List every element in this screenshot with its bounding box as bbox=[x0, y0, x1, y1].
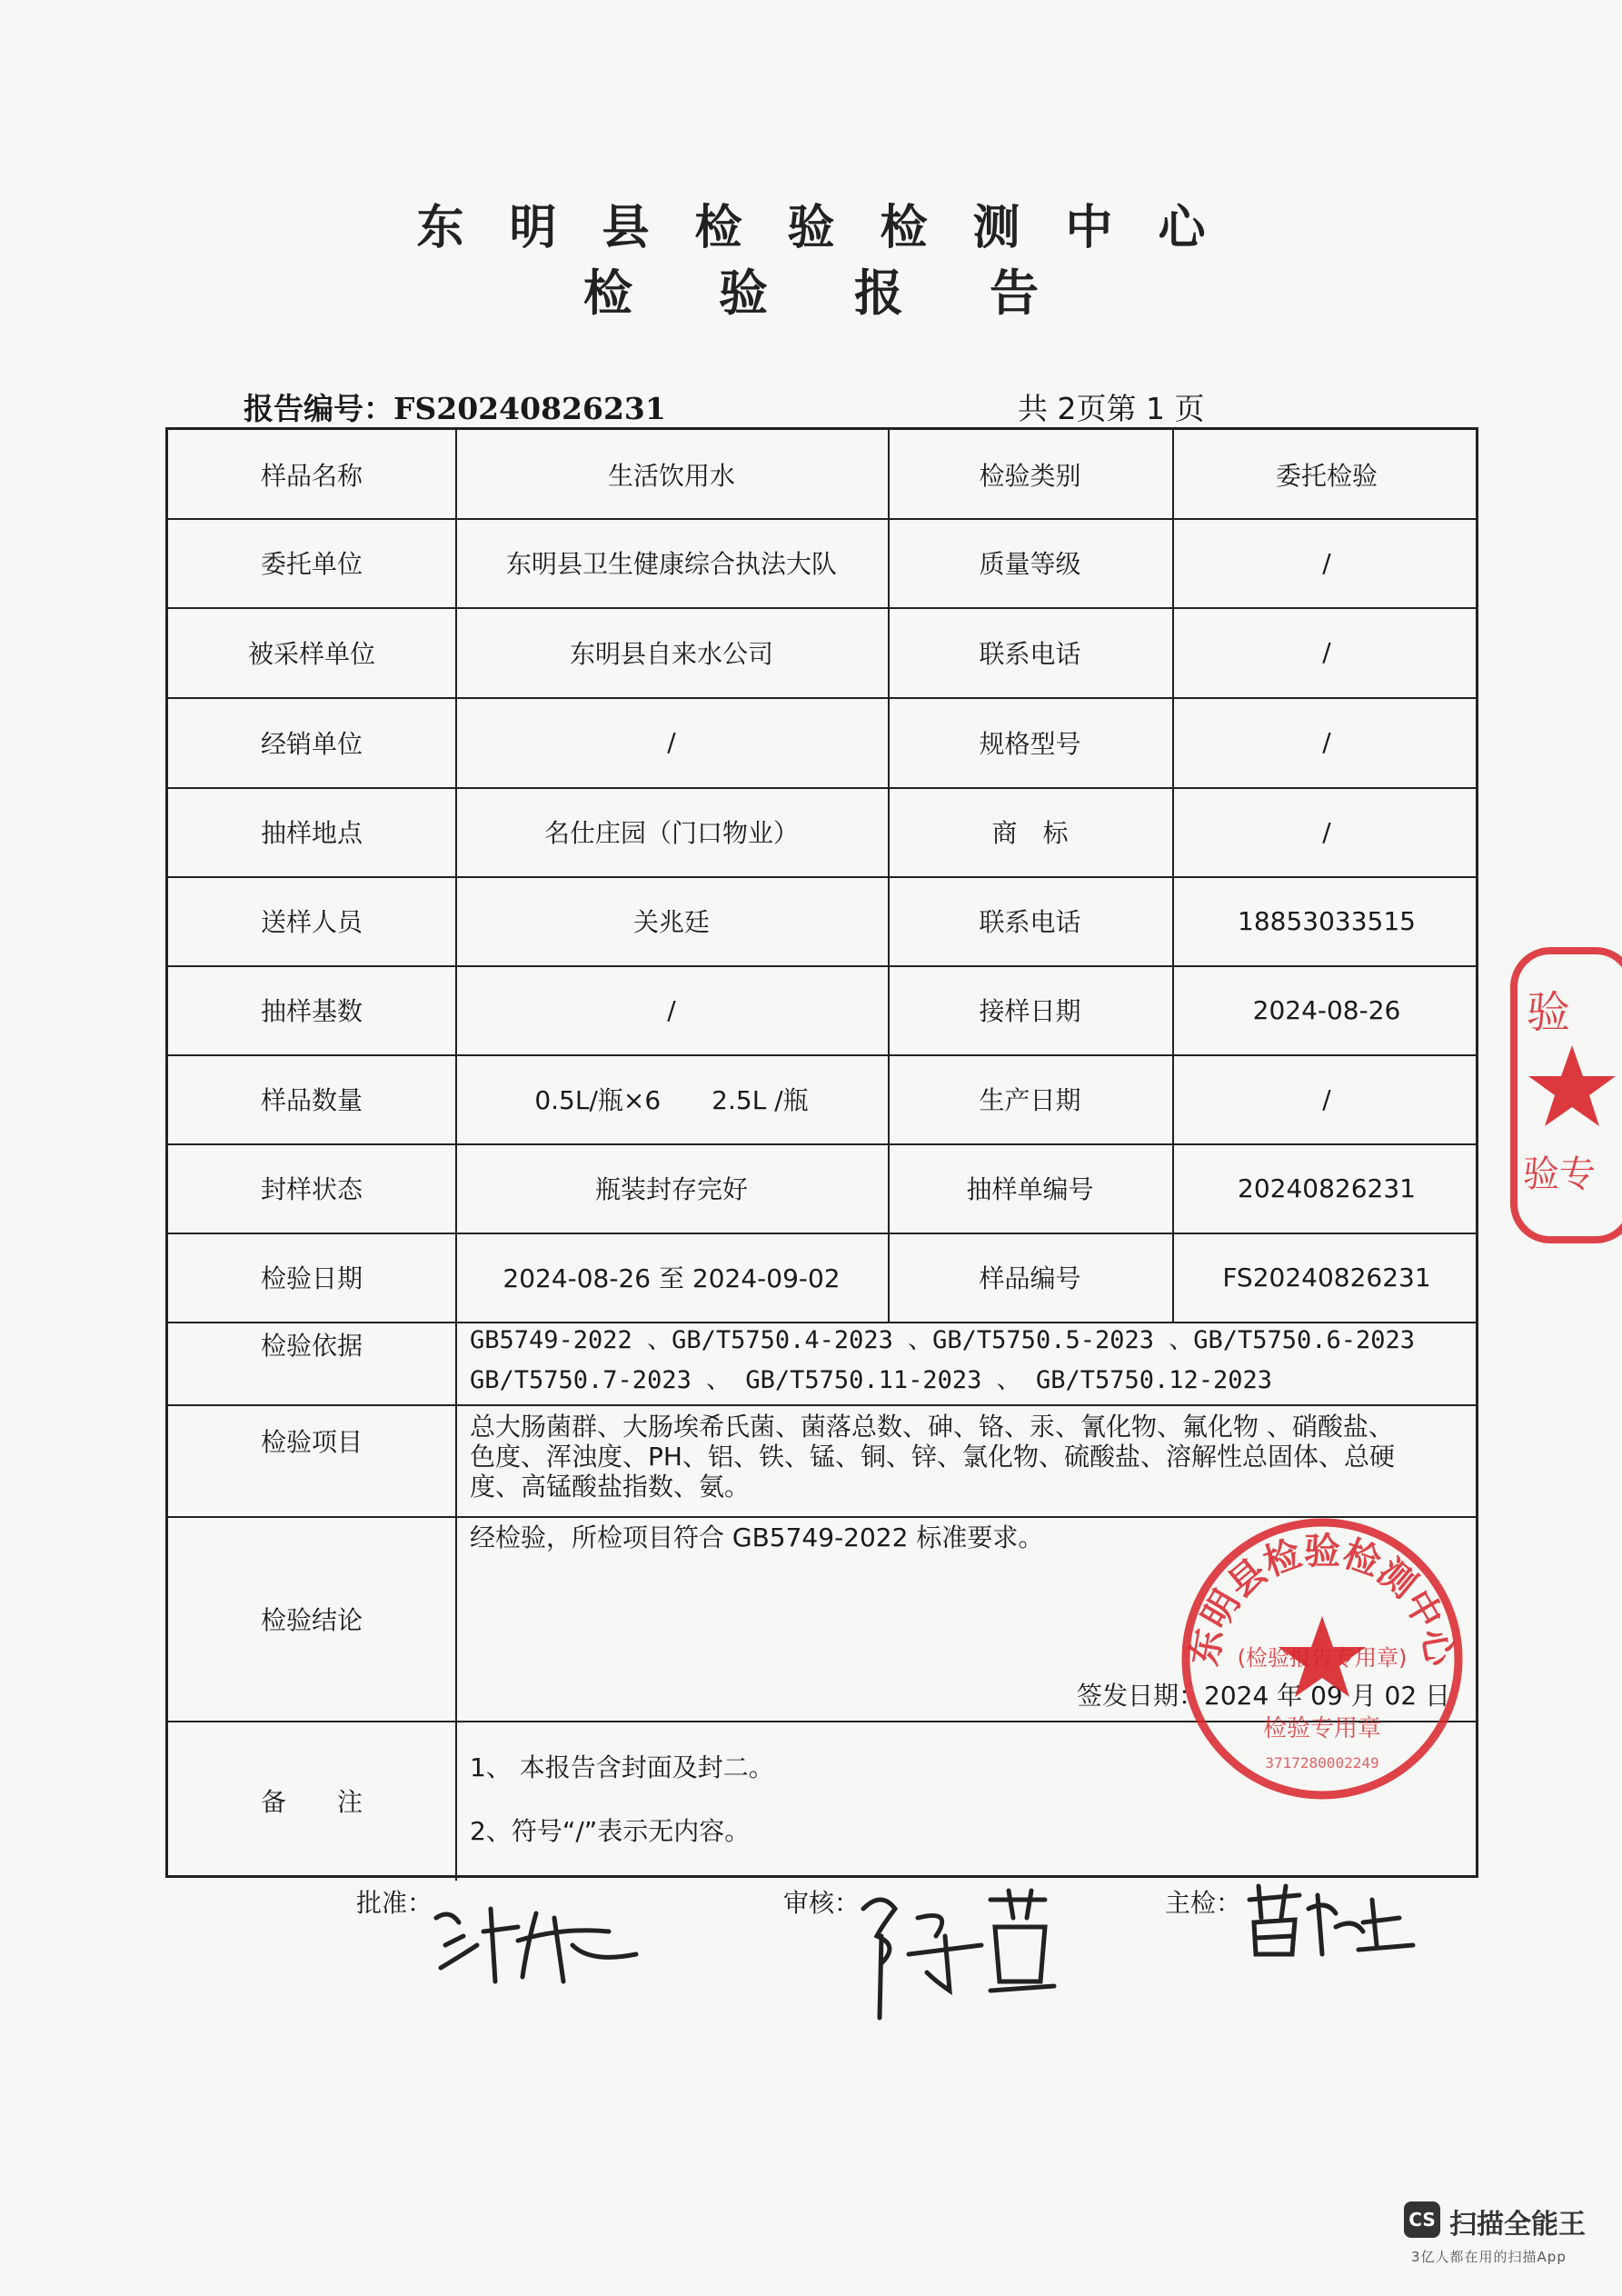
row-label: 封样状态 bbox=[260, 1174, 363, 1204]
row-label: 抽样基数 bbox=[260, 996, 363, 1026]
row-label: 样品名称 bbox=[260, 460, 363, 491]
row-label-2: 样品编号 bbox=[979, 1263, 1081, 1293]
row-value: 0.5L/瓶×6 2.5L /瓶 bbox=[534, 1085, 809, 1115]
report-number-label: 报告编号： bbox=[244, 391, 393, 426]
row-value-2: FS20240826231 bbox=[1222, 1262, 1431, 1293]
conclusion-text: 经检验，所检项目符合 GB5749-2022 标准要求。 bbox=[470, 1522, 1044, 1552]
remark-2: 2、符号“/”表示无内容。 bbox=[470, 1816, 751, 1846]
row-value: 2024-08-26 至 2024-09-02 bbox=[503, 1263, 841, 1293]
row-label-2: 联系电话 bbox=[979, 907, 1081, 937]
row-label-2: 质量等级 bbox=[979, 549, 1081, 579]
row-value: 东明县自来水公司 bbox=[569, 638, 773, 669]
row-value: 生活饮用水 bbox=[607, 460, 735, 491]
row-label-2: 接样日期 bbox=[979, 996, 1081, 1026]
row-label: 送样人员 bbox=[260, 907, 363, 937]
basis-line-1: GB5749-2022 、GB/T5750.4-2023 、GB/T5750.5-2023 、GB/T5750.6-2023 bbox=[470, 1326, 1416, 1354]
doc-title: 检验报告 bbox=[583, 265, 1125, 322]
row-value-2: 20240826231 bbox=[1238, 1173, 1416, 1203]
remarks-label: 备 注 bbox=[260, 1787, 363, 1817]
row-value: 瓶装封存完好 bbox=[594, 1174, 748, 1204]
row-value: 名仕庄园（门口物业） bbox=[543, 818, 799, 848]
side-seal-bottom-text: 验专 bbox=[1523, 1153, 1596, 1195]
row-value-2: / bbox=[1322, 816, 1331, 847]
row-value-2: 18853033515 bbox=[1238, 905, 1416, 936]
seal-inner-text: (检验报告专用章) bbox=[1237, 1645, 1408, 1671]
items-line-3: 度、高锰酸盐指数、氨。 bbox=[470, 1472, 751, 1502]
inspector-signature bbox=[1245, 1882, 1418, 1963]
scanner-watermark bbox=[1404, 2200, 1604, 2272]
row-value-2: 委托检验 bbox=[1275, 460, 1378, 491]
conclusion-label: 检验结论 bbox=[260, 1604, 363, 1635]
items-label: 检验项目 bbox=[260, 1427, 363, 1457]
issue-date: 2024 年 09 月 02 日 bbox=[1204, 1681, 1451, 1711]
row-label-2: 商 标 bbox=[991, 818, 1069, 848]
row-value: / bbox=[667, 994, 676, 1025]
report-number-value: FS20240826231 bbox=[393, 391, 666, 426]
row-label: 委托单位 bbox=[260, 549, 363, 579]
row-label: 被采样单位 bbox=[247, 638, 375, 669]
watermark-subtitle: 3亿人都在用的扫描App bbox=[1411, 2249, 1567, 2265]
report-number bbox=[244, 385, 666, 428]
row-value: 关兆廷 bbox=[632, 907, 710, 937]
issue-date-label: 签发日期： bbox=[1077, 1681, 1205, 1711]
remark-1: 1、 本报告含封面及封二。 bbox=[470, 1752, 774, 1782]
row-value-2: / bbox=[1322, 547, 1331, 578]
row-value-2: / bbox=[1322, 727, 1331, 757]
row-label-2: 检验类别 bbox=[979, 460, 1081, 491]
row-label: 经销单位 bbox=[260, 728, 363, 759]
camscanner-logo-icon: CS bbox=[1404, 2201, 1440, 2238]
items-line-2: 色度、浑浊度、PH、铝、铁、锰、铜、锌、氯化物、硫酸盐、溶解性总固体、总硬 bbox=[470, 1442, 1395, 1472]
seal-bottom-text: 检验专用章 bbox=[1262, 1715, 1382, 1742]
approver-signature bbox=[427, 1891, 654, 1991]
basis-label: 检验依据 bbox=[260, 1331, 363, 1361]
row-label: 抽样地点 bbox=[260, 818, 363, 848]
inspect-label: 主检： bbox=[1165, 1888, 1242, 1918]
row-label-2: 规格型号 bbox=[979, 728, 1081, 759]
row-value: 东明县卫生健康综合执法大队 bbox=[505, 549, 837, 579]
items-line-1: 总大肠菌群、大肠埃希氏菌、菌落总数、砷、铬、汞、氰化物、氟化物 、硝酸盐、 bbox=[470, 1412, 1394, 1442]
seal-ring-text: 东明县检验检测中心 bbox=[1183, 1531, 1461, 1670]
row-value-2: / bbox=[1322, 1083, 1331, 1114]
watermark-title: 扫描全能王 bbox=[1449, 2209, 1586, 2241]
side-seal-top-text: 验 bbox=[1527, 987, 1571, 1038]
row-label: 检验日期 bbox=[260, 1263, 363, 1293]
approve-label: 批准： bbox=[356, 1888, 433, 1918]
row-label: 样品数量 bbox=[260, 1085, 363, 1115]
row-value: / bbox=[667, 727, 676, 757]
review-label: 审核： bbox=[783, 1888, 861, 1918]
official-seal-icon bbox=[1172, 1509, 1472, 1809]
basis-line-2: GB/T5750.7-2023 、 GB/T5750.11-2023 、 GB/T5750.12-2023 bbox=[470, 1366, 1273, 1394]
row-label-2: 生产日期 bbox=[979, 1085, 1081, 1115]
row-value-2: 2024-08-26 bbox=[1252, 994, 1401, 1025]
row-label-2: 抽样单编号 bbox=[966, 1174, 1094, 1204]
page-count: 共 2页第 1 页 bbox=[1018, 391, 1205, 426]
seal-code: 3717280002249 bbox=[1265, 1754, 1379, 1772]
org-title: 东明县检验检测中心 bbox=[416, 201, 1251, 255]
row-label-2: 联系电话 bbox=[979, 638, 1081, 669]
reviewer-signature bbox=[854, 1882, 1063, 2027]
side-seal-icon bbox=[1508, 945, 1622, 1245]
row-value-2: / bbox=[1322, 637, 1331, 667]
